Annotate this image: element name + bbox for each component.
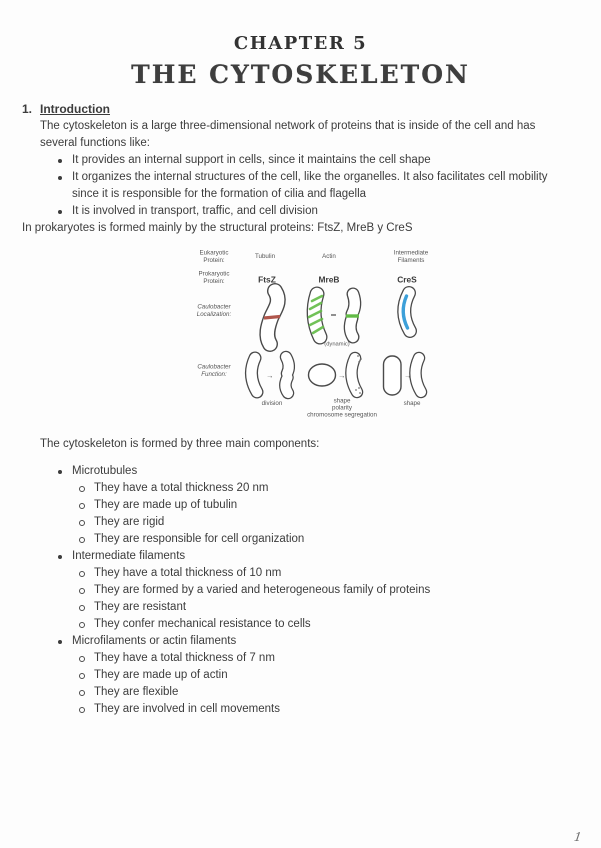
component-subitem-text: They are resistant	[94, 601, 187, 613]
figure-label-eukaryotic-protein: Eukaryotic	[199, 249, 229, 257]
component-subitem	[79, 480, 569, 497]
ftsz-ring-band	[264, 317, 280, 319]
component-item	[58, 548, 569, 565]
component-subitem-text: They are responsible for cell organization	[94, 533, 305, 545]
figure-label-prokaryotic-protein: Prokaryotic	[198, 270, 230, 278]
intro-bullet-text: It is involved in transport, traffic, and cell division	[72, 205, 318, 217]
bullet-circle-icon	[79, 605, 85, 611]
figure-label-caulobacter-localization: Localization:	[196, 311, 232, 318]
intro-bullet-text: It provides an internal support in cells, since it maintains the cell shape	[72, 154, 431, 166]
component-subitem	[79, 531, 569, 548]
component-subitem	[79, 599, 569, 616]
bullet-circle-icon	[79, 571, 85, 577]
page-content	[0, 89, 601, 718]
component-item	[58, 633, 569, 650]
component-label: Microtubules	[72, 465, 138, 477]
figure-label-eukaryotic-protein: Protein:	[203, 257, 225, 264]
figure-actin-label: Actin	[322, 253, 336, 260]
figure-mreb-label: MreB	[318, 274, 340, 285]
bullet-circle-icon	[79, 503, 85, 509]
section-heading-row	[22, 101, 569, 118]
figure-cres-label: CreS	[397, 274, 417, 285]
mreb-function-label: polarity	[332, 404, 352, 412]
component-subitem	[79, 514, 569, 531]
component-subitem	[79, 497, 569, 514]
intro-bullet-text: It organizes the internal structures of the cell, like the organelles. It also facilitates cell mobility since it is responsible for the formation of cilia and flagella	[72, 171, 548, 200]
intro-paragraph: The cytoskeleton is a large three-dimensional network of proteins that is inside of the cell and has several functions like:	[40, 120, 536, 149]
document-title: THE CYTOSKELETON	[131, 60, 470, 89]
components-lead: The cytoskeleton is formed by three main components:	[40, 438, 320, 450]
bullet-dot-icon	[58, 640, 62, 644]
cres-function-cells	[384, 356, 422, 395]
cres-function-label: shape	[403, 400, 421, 407]
intro-bullet-item	[58, 169, 569, 203]
mreb-function-label: shape	[333, 397, 351, 405]
component-subitem	[79, 565, 569, 582]
component-subitem-text: They are involved in cell movements	[94, 703, 280, 715]
bullet-circle-icon	[79, 673, 85, 679]
bullet-dot-icon	[58, 470, 62, 474]
component-subitem-text: They are flexible	[94, 686, 179, 698]
ftsz-localization-cell	[264, 291, 280, 344]
ftsz-function-cells	[251, 357, 288, 393]
component-subitem-text: They have a total thickness of 7 nm	[94, 652, 275, 664]
component-label: Intermediate filaments	[72, 550, 186, 562]
component-subitem	[79, 701, 569, 718]
figure-label-caulobacter-localization: Caulobacter	[197, 303, 231, 311]
bacterial-cytoskeleton-diagram	[172, 244, 482, 426]
figure-ftsz-label: FtsZ	[258, 274, 276, 285]
components-list	[22, 463, 569, 718]
component-subitem	[79, 650, 569, 667]
component-subitem-text: They are made up of actin	[94, 669, 228, 681]
bullet-circle-icon	[79, 707, 85, 713]
component-item	[58, 463, 569, 480]
component-subitem-text: They are formed by a varied and heterogeneous family of proteins	[94, 584, 431, 596]
bullet-circle-icon	[79, 622, 85, 628]
component-subitem	[79, 582, 569, 599]
figure-tubulin-label: Tubulin	[254, 253, 276, 260]
arrow-icon: →	[338, 371, 346, 380]
bullet-dot-icon	[58, 159, 62, 163]
bullet-circle-icon	[79, 520, 85, 526]
bullet-circle-icon	[79, 486, 85, 492]
intro-bullet-item	[58, 152, 569, 169]
intro-bullet-item	[58, 203, 569, 220]
mreb-function-cells	[309, 355, 362, 394]
component-subitem-text: They have a total thickness of 10 nm	[94, 567, 282, 579]
intro-bullet-list	[22, 152, 569, 220]
component-subitem-text: They are made up of tubulin	[94, 499, 238, 511]
figure-label-prokaryotic-protein: Protein:	[203, 278, 225, 285]
prokaryotes-note: In prokaryotes is formed mainly by the structural proteins: FtsZ, MreB y CreS	[22, 222, 413, 234]
figure-label-caulobacter-function: Function:	[201, 371, 227, 378]
component-subitem-text: They confer mechanical resistance to cells	[94, 618, 311, 630]
component-subitem-text: They have a total thickness 20 nm	[94, 482, 269, 494]
bullet-circle-icon	[79, 690, 85, 696]
component-subitem	[79, 684, 569, 701]
figure-intermediate-filaments-label: Filaments	[397, 257, 425, 264]
component-label: Microfilaments or actin filaments	[72, 635, 237, 647]
chapter-title: CHAPTER 5	[233, 33, 368, 54]
bullet-dot-icon	[58, 555, 62, 559]
bullet-circle-icon	[79, 588, 85, 594]
figure-intermediate-filaments-label: Intermediate	[393, 249, 429, 257]
page-number: 1	[573, 830, 583, 844]
dynamic-note: (dynamic)	[324, 341, 350, 348]
section-number: 1.	[22, 102, 33, 116]
component-subitem	[79, 616, 569, 633]
bullet-circle-icon	[79, 537, 85, 543]
component-subitem-text: They are rigid	[94, 516, 165, 528]
section-heading: Introduction	[40, 102, 110, 116]
cres-localization-cell	[403, 293, 410, 331]
arrow-icon: →	[404, 371, 412, 380]
mreb-localization-cells	[309, 294, 359, 337]
ftsz-function-label: division	[261, 400, 283, 407]
arrow-icon: →	[266, 371, 274, 380]
figure-label-caulobacter-function: Caulobacter	[197, 363, 231, 371]
cytoskeleton-figure	[172, 244, 569, 432]
bullet-dot-icon	[58, 210, 62, 214]
component-subitem	[79, 667, 569, 684]
bullet-circle-icon	[79, 656, 85, 662]
mreb-function-label: chromosome segregation	[307, 411, 377, 419]
bullet-dot-icon	[58, 176, 62, 180]
